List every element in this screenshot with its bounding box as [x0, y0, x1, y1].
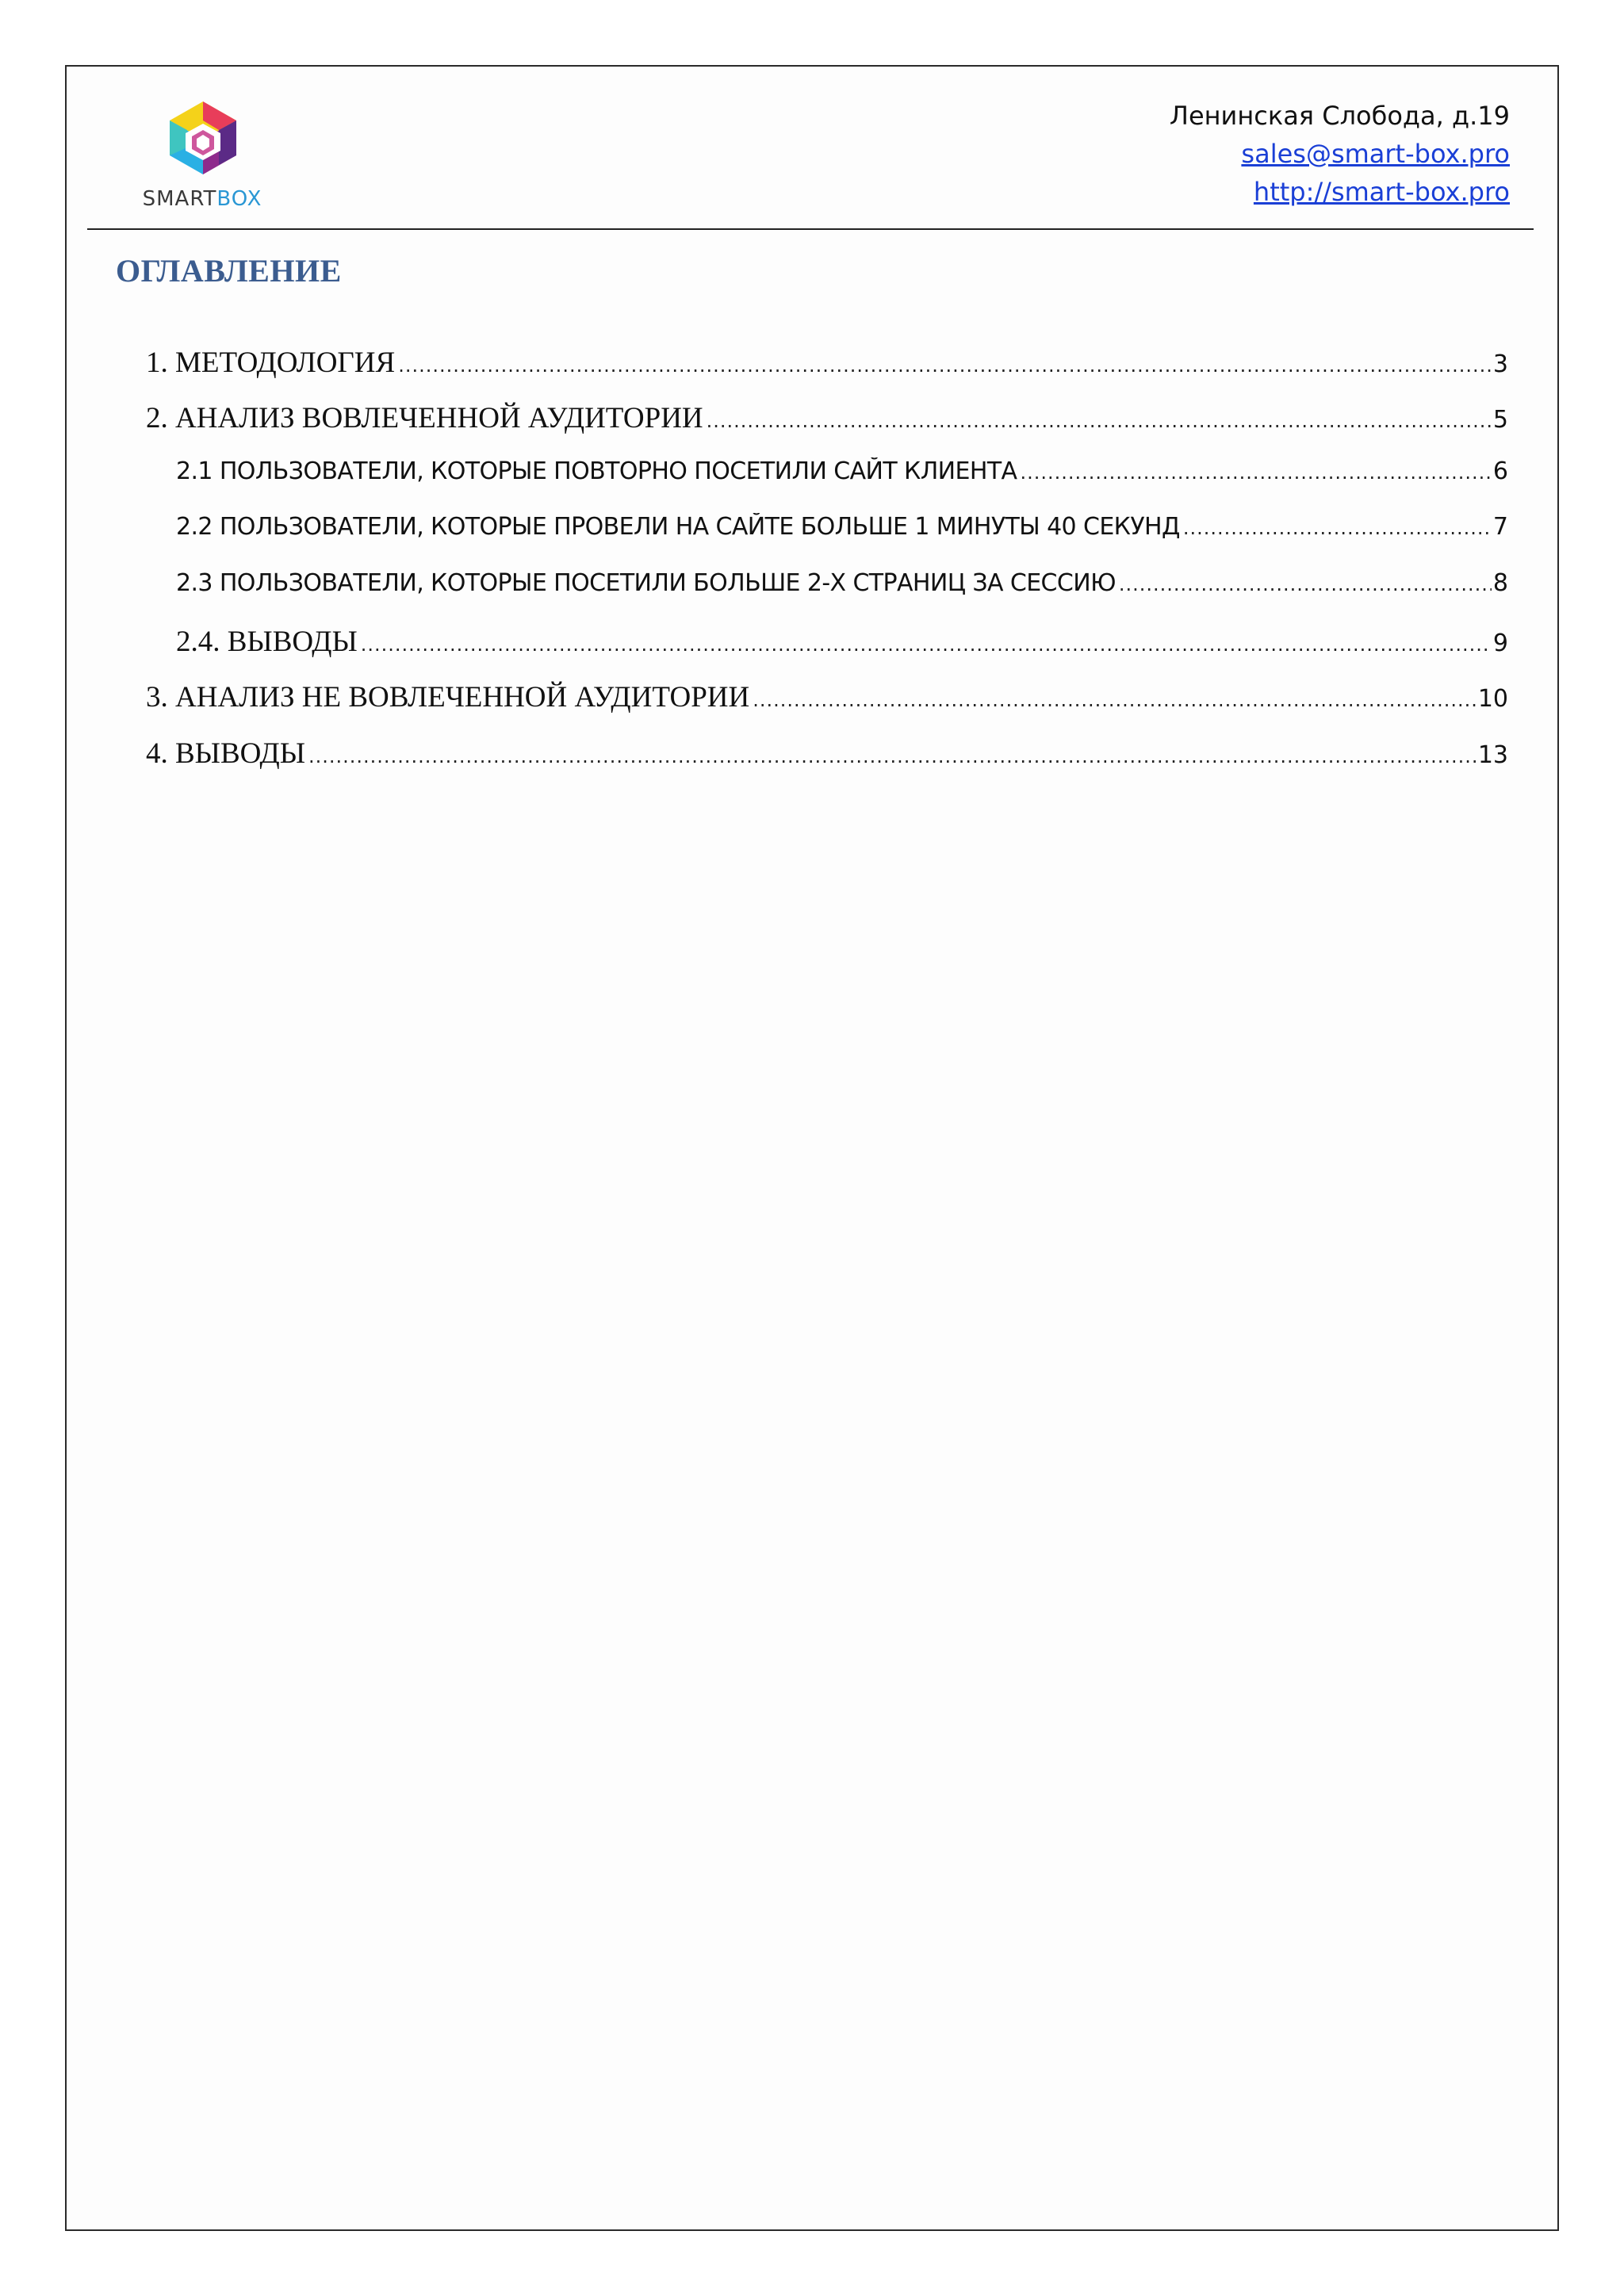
- toc-entry-label: 2. АНАЛИЗ ВОВЛЕЧЕННОЙ АУДИТОРИИ: [146, 402, 703, 435]
- logo-text-smart: SMART: [142, 187, 217, 211]
- toc-entry-label: 2.3 ПОЛЬЗОВАТЕЛИ, КОТОРЫЕ ПОСЕТИЛИ БОЛЬШЕ 2-Х СТРАНИЦ ЗА СЕССИЮ: [176, 568, 1116, 597]
- header-contact-block: [1170, 97, 1510, 211]
- toc-entry-label: 1. МЕТОДОЛОГИЯ: [146, 346, 396, 379]
- hexagon-cube-logo-icon: [167, 100, 239, 176]
- website-link[interactable]: http://smart-box.pro: [1253, 177, 1510, 207]
- toc-entry-label: 4. ВЫВОДЫ: [146, 737, 306, 770]
- toc-entry-label: 2.1 ПОЛЬЗОВАТЕЛИ, КОТОРЫЕ ПОВТОРНО ПОСЕТИЛИ САЙТ КЛИЕНТА: [176, 457, 1017, 485]
- toc-entry-page: 9: [1492, 629, 1508, 657]
- toc-entry[interactable]: [146, 346, 1508, 401]
- toc-dot-leader: [753, 689, 1477, 711]
- company-address: Ленинская Слобода, д.19: [1169, 101, 1510, 131]
- toc-entry-label: 2.2 ПОЛЬЗОВАТЕЛИ, КОТОРЫЕ ПРОВЕЛИ НА САЙТЕ БОЛЬШЕ 1 МИНУТЫ 40 СЕКУНД: [176, 513, 1180, 541]
- toc-subentry[interactable]: [146, 513, 1508, 568]
- toc-entry-label: 3. АНАЛИЗ НЕ ВОВЛЕЧЕННОЙ АУДИТОРИИ: [146, 681, 750, 714]
- toc-entry-page: 5: [1492, 406, 1508, 434]
- toc-entry-page: 7: [1492, 513, 1508, 541]
- logo-text-box: BOX: [216, 187, 262, 211]
- toc-entry-page: 8: [1492, 568, 1508, 597]
- smartbox-logo: [119, 100, 285, 211]
- toc-dot-leader: [1020, 461, 1491, 484]
- toc-entry[interactable]: [146, 401, 1508, 457]
- toc-subentry[interactable]: [146, 569, 1508, 625]
- toc-dot-leader: [707, 410, 1492, 432]
- toc-subentry[interactable]: [146, 625, 1508, 680]
- header-divider: [87, 228, 1534, 230]
- toc-title: ОГЛАВЛЕНИЕ: [116, 253, 342, 289]
- toc-entry[interactable]: [146, 737, 1508, 792]
- toc-entry-page: 6: [1492, 457, 1508, 485]
- toc-entry-page: 10: [1477, 685, 1508, 714]
- toc-dot-leader: [308, 745, 1477, 767]
- toc-entry-page: 3: [1492, 350, 1508, 378]
- toc-dot-leader: [398, 354, 1492, 377]
- toc-dot-leader: [361, 633, 1492, 656]
- toc-entry-page: 13: [1477, 740, 1508, 769]
- table-of-contents: [146, 346, 1508, 792]
- toc-dot-leader: [1119, 573, 1492, 595]
- toc-subentry[interactable]: [146, 457, 1508, 513]
- toc-entry[interactable]: [146, 680, 1508, 736]
- logo-wordmark: [119, 187, 285, 211]
- toc-dot-leader: [1183, 517, 1492, 539]
- email-link[interactable]: sales@smart-box.pro: [1241, 139, 1510, 169]
- toc-entry-label: 2.4. ВЫВОДЫ: [176, 625, 358, 658]
